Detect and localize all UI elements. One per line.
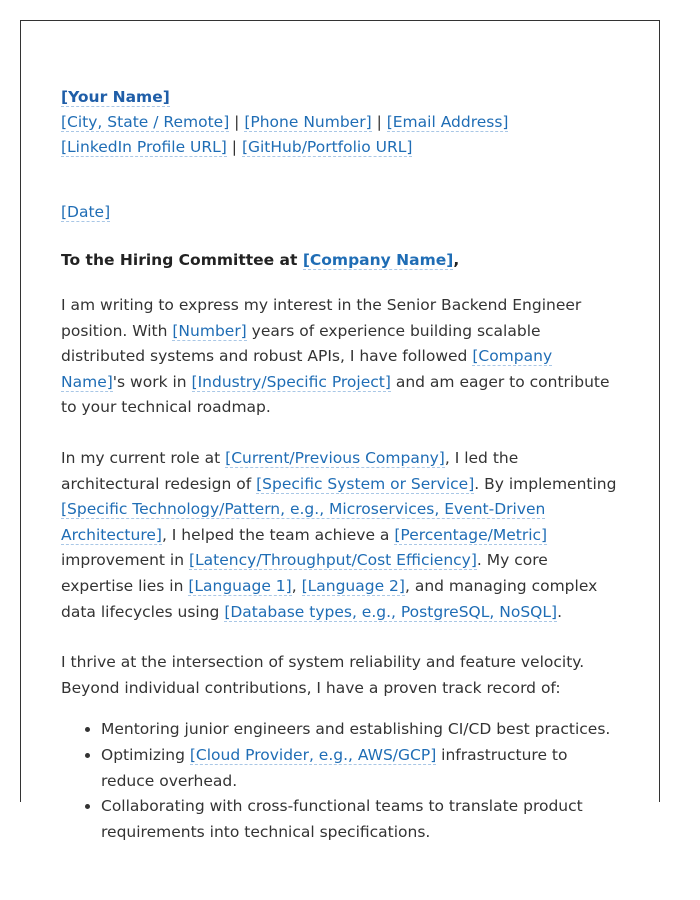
text: . [557,602,562,621]
contact-line-2 [61,135,619,160]
company-name-placeholder[interactable]: [Company Name] [61,347,553,391]
text: Mentoring junior engineers and establishing CI/CD best practices. [101,720,611,739]
list-item [101,794,619,845]
cloud-provider-placeholder[interactable]: [Cloud Provider, e.g., AWS/GCP] [189,745,437,764]
email-placeholder[interactable]: [Email Address] [386,113,509,131]
text: and am eager to contribute to your technical roadmap. [61,372,610,417]
achievements-list [61,717,619,845]
metric-placeholder[interactable]: [Percentage/Metric] [394,525,548,544]
text: . By implementing [474,474,617,493]
text: I am writing to express my interest in the Senior Backend Engineer position. With [61,296,582,340]
contact-header [61,85,619,160]
text: Collaborating with cross-functional teams to translate product requirements into technical specifications. [101,797,583,841]
years-placeholder[interactable]: [Number] [172,321,247,340]
list-item [101,743,619,794]
github-placeholder[interactable]: [GitHub/Portfolio URL] [241,138,413,156]
language-1-placeholder[interactable]: [Language 1] [188,576,292,595]
text: infrastructure to reduce overhead. [101,745,568,790]
separator: | [229,113,245,131]
location-placeholder[interactable]: [City, State / Remote] [61,113,230,131]
industry-project-placeholder[interactable]: [Industry/Specific Project] [191,372,391,391]
paragraph-experience [61,446,619,625]
paragraph-strengths: I thrive at the intersection of system reliability and feature velocity. Beyond individual contributions, I have a proven track record of: [61,653,585,697]
database-types-placeholder[interactable]: [Database types, e.g., PostgreSQL, NoSQL] [224,602,558,621]
text: . My core expertise lies in [61,551,548,595]
text: , [291,576,302,595]
text: 's work in [112,372,192,391]
salutation-suffix: , [453,251,460,269]
text: , and managing complex data lifecycles using [61,576,598,621]
salutation [61,247,619,273]
phone-placeholder[interactable]: [Phone Number] [244,113,372,131]
language-2-placeholder[interactable]: [Language 2] [301,576,405,595]
text: Optimizing [101,745,190,764]
salutation-prefix: To the Hiring Committee at [61,251,303,269]
technology-pattern-placeholder[interactable]: [Specific Technology/Pattern, e.g., Microservices, Event-Driven Architecture] [61,500,546,544]
text: years of experience building scalable distributed systems and robust APIs, I have followed [61,321,541,366]
linkedin-placeholder[interactable]: [LinkedIn Profile URL] [61,138,227,156]
efficiency-placeholder[interactable]: [Latency/Throughput/Cost Efficiency] [189,551,477,570]
separator: | [371,113,387,131]
document-content [61,85,619,845]
text: , I helped the team achieve a [161,525,395,544]
text: , I led the architectural redesign of [61,448,519,493]
your-name-placeholder[interactable]: [Your Name] [61,88,170,106]
date-placeholder[interactable]: [Date] [61,203,111,221]
company-name-placeholder[interactable]: [Company Name] [302,251,454,269]
text: improvement in [61,551,189,570]
text: In my current role at [61,448,226,467]
contact-line-1 [61,110,619,135]
list-item [101,717,619,743]
paragraph-intro [61,293,619,421]
system-service-placeholder[interactable]: [Specific System or Service] [256,474,475,493]
document-page [20,20,660,841]
separator: | [226,138,242,156]
current-company-placeholder[interactable]: [Current/Previous Company] [225,448,445,467]
